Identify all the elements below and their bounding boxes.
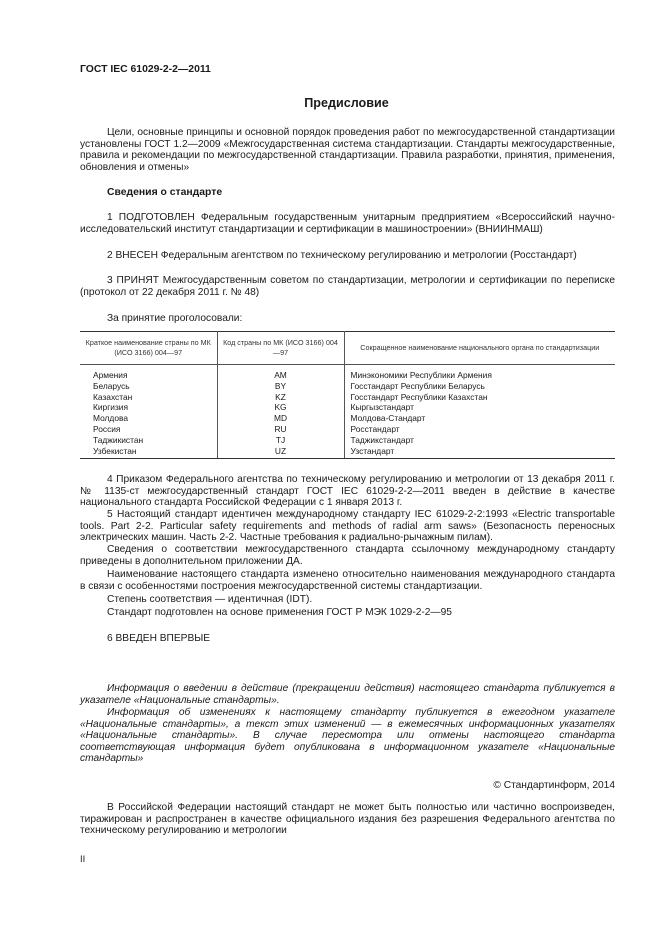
country-cell: Армения: [93, 370, 128, 380]
body-cell: Таджикстандарт: [344, 435, 615, 446]
header-code: Код страны по МК (ИСО 3166) 004—97: [217, 332, 344, 365]
body-cell: Госстандарт Республики Казахстан: [344, 392, 615, 403]
item-5: 5 Настоящий стандарт идентичен международному стандарту IEC 61029-2-2:1993 «Electric transportable tools. Part 2-2. Particular safety requirements and methods of radial arm saws» (Безопасность переносных электрических машин. Часть 2-2. Частные требования к радиально-рычажным пилам).: [80, 509, 615, 544]
header-body: Сокращенное наименование национального органа по стандартизации: [344, 332, 615, 365]
page-number: II: [80, 853, 86, 864]
page-title: Предисловие: [304, 96, 389, 110]
document-code: ГОСТ IEC 61029-2-2—2011: [80, 64, 211, 75]
info-paragraph-1: Информация о введении в действие (прекращении действия) настоящего стандарта публикуется в указателе «Национальные стандарты».: [80, 683, 615, 706]
code-cell: RU: [217, 424, 344, 435]
body-cell: Узстандарт: [344, 446, 615, 459]
country-cell: Россия: [93, 423, 121, 434]
code-cell: TJ: [217, 435, 344, 446]
item-6: 6 ВВЕДЕН ВПЕРВЫЕ: [107, 633, 211, 644]
info-paragraph-2: Информация об изменениях к настоящему стандарту публикуется в ежегодном указателе «Национальные стандарты», а текст этих изменений — в ежемесячных информационных указателях «Национальные стандарты». В случае пересмотра или отмены настоящего стандарта соответствующая информация будет опубликована в информационном указателе «Национальные стандарты»: [80, 707, 615, 765]
body-cell: Минэкономики Республики Армения: [344, 365, 615, 381]
country-cell: Беларусь: [93, 380, 130, 391]
body-cell: Кыргызстандарт: [344, 402, 615, 413]
voting-table: [80, 331, 615, 459]
table-row: [80, 381, 615, 392]
item-1: 1 ПОДГОТОВЛЕН Федеральным государственным унитарным предприятием «Всероссийский научно-исследовательский институт стандартизации и сертификации в машиностроении» (ВНИИНМАШ): [80, 212, 615, 235]
country-cell: Казахстан: [93, 391, 133, 402]
item-3: 3 ПРИНЯТ Межгосударственным советом по стандартизации, метрологии и сертификации по переписке (протокол от 22 декабря 2011 г. № 48): [80, 275, 615, 298]
body-cell: Росстандарт: [344, 424, 615, 435]
vote-label: За принятие проголосовали:: [107, 313, 243, 324]
table-row: [80, 392, 615, 403]
code-cell: BY: [217, 381, 344, 392]
table-row: [80, 435, 615, 446]
code-cell: AM: [217, 365, 344, 381]
country-cell: Узбекистан: [80, 446, 217, 459]
item-5-degree: Степень соответствия — идентичная (IDT).: [107, 594, 313, 605]
copyright: © Стандартинформ, 2014: [493, 780, 615, 791]
table-row: [80, 446, 615, 459]
table-row: [80, 413, 615, 424]
table-row: [80, 424, 615, 435]
table-row: [80, 402, 615, 413]
table-row: [80, 365, 615, 381]
country-cell: Молдова: [93, 413, 128, 424]
item-5-name-change: Наименование настоящего стандарта изменено относительно наименования международного стандарта в связи с особенностями построения межгосударственной системы стандартизации.: [80, 569, 615, 592]
item-5-comparison: Сведения о соответствии межгосударственного стандарта ссылочному международному стандарту приведены в дополнительном приложении ДА.: [80, 544, 615, 567]
item-4: 4 Приказом Федерального агентства по техническому регулированию и метрологии от 13 декабря 2011 г. № 1135-ст межгосударственный стандарт ГОСТ IEC 61029-2-2—2011 введен в действие в качестве национального стандарта Российской Федерации с 1 января 2013 г.: [80, 474, 615, 509]
section-title: Сведения о стандарте: [107, 187, 223, 198]
code-cell: KG: [217, 402, 344, 413]
body-cell: Молдова-Стандарт: [344, 413, 615, 424]
body-cell: Госстандарт Республики Беларусь: [344, 381, 615, 392]
reproduction-notice: В Российской Федерации настоящий стандарт не может быть полностью или частично воспроизведен, тиражирован и распространен в качестве официального издания без разрешения Федерального агентства по техническому регулированию и метрологии: [80, 802, 615, 837]
code-cell: UZ: [217, 446, 344, 459]
code-cell: MD: [217, 413, 344, 424]
header-country: Краткое наименование страны по МК (ИСО 3166) 004—97: [80, 332, 217, 365]
code-cell: KZ: [217, 392, 344, 403]
item-2: 2 ВНЕСЕН Федеральным агентством по техническому регулированию и метрологии (Росстандарт): [107, 250, 577, 261]
intro-paragraph: Цели, основные принципы и основной порядок проведения работ по межгосударственной стандартизации установлены ГОСТ 1.2—2009 «Межгосударственная система стандартизации. Стандарты межгосударственные, правила и рекомендации по межгосударственной стандартизации. Правила разработки, принятия, применения, обновления и отмены»: [80, 127, 615, 173]
country-cell: Таджикистан: [93, 434, 144, 445]
country-cell: Киргизия: [93, 402, 129, 413]
voting-table-header: [80, 332, 615, 365]
item-5-basis: Стандарт подготовлен на основе применения ГОСТ Р МЭК 1029-2-2—95: [107, 607, 452, 618]
